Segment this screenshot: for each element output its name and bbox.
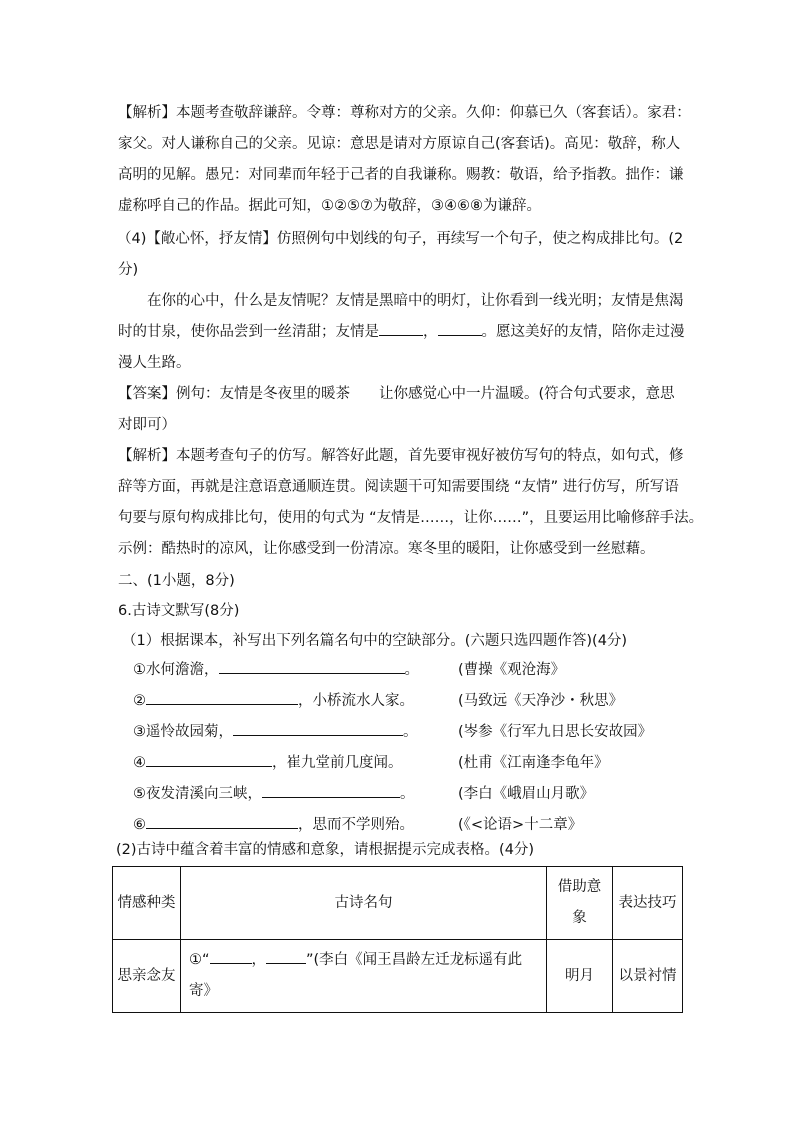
answer-blank[interactable] — [219, 659, 405, 674]
answer-blank[interactable] — [233, 721, 403, 736]
fill-item-source: (《<论语>十二章》 — [458, 817, 583, 833]
table-header-row — [113, 867, 683, 940]
table-cell-verse: ①“ ， ”(李白《闻王昌龄左迁龙标遥有此寄》 — [181, 940, 547, 1013]
fill-item: ② ，小桥流水人家。 — [133, 686, 414, 717]
answer-blank[interactable] — [262, 783, 400, 798]
passage-text: 。愿这美好的友情，陪你走过漫 — [481, 324, 685, 340]
q4-title-line: 分) — [118, 262, 139, 278]
fill-item-source: (杜甫《江南逢李龟年》 — [458, 755, 609, 771]
answer-blank[interactable] — [379, 321, 423, 336]
table-header-cell: 古诗名句 — [181, 867, 547, 940]
answer-line: 【答案】例句：友情是冬夜里的暖茶 让你感觉心中一片温暖。(符合句式要求，意思 — [118, 386, 675, 402]
passage-line — [118, 317, 685, 348]
passage-line: 在你的心中，什么是友情呢？友情是黑暗中的明灯，让你看到一线光明；友情是焦渴 — [147, 293, 684, 309]
analysis-line: 【解析】本题考查句子的仿写。解答好此题，首先要审视好被仿写句的特点，如句式，修 — [118, 448, 684, 464]
analysis-line: 辞等方面，再就是注意语意通顺连贯。阅读题干可知需要围绕 “友情” 进行仿写，所写语 — [118, 479, 679, 495]
analysis-line: 高明的见解。愚兄：对同辈而年轻于己者的自我谦称。赐教：敬语，给予指教。拙作：谦 — [118, 167, 684, 183]
table-header-cell: 表达技巧 — [613, 867, 683, 940]
table-header-cell: 借助意象 — [547, 867, 613, 940]
subquestion-title: （1）根据课本，补写出下列名篇名句中的空缺部分。(六题只选四题作答)(4分) — [122, 633, 628, 649]
fill-item: ①水何澹澹， 。 — [133, 655, 419, 686]
q4-title-line: （4)【敞心怀，抒友情】仿照例句中划线的句子，再续写一个句子，使之构成排比句。(2 — [117, 231, 684, 247]
answer-blank[interactable] — [438, 321, 482, 336]
table-cell-technique: 以景衬情 — [613, 940, 683, 1013]
analysis-line: 句要与原句构成排比句，使用的句式为 “友情是……，让你……”，且要运用比喻修辞手法。 — [118, 510, 704, 526]
answer-blank[interactable] — [146, 752, 272, 767]
fill-item-source: (马致远《天净沙・秋思》 — [458, 693, 624, 709]
section-heading: 二、(1小题，8分) — [118, 573, 235, 589]
question-title: 6.古诗文默写(8分) — [118, 603, 240, 619]
passage-line: 漫人生路。 — [118, 355, 191, 371]
analysis-line: 虚称呼自己的作品。据此可知，①②⑤⑦为敬辞，③④⑥⑧为谦辞。 — [118, 198, 541, 214]
analysis-line: 【解析】本题考查敬辞谦辞。令尊：尊称对方的父亲。久仰：仰慕已久（客套话）。家君： — [118, 105, 691, 121]
table-header-cell: 情感种类 — [113, 867, 181, 940]
fill-item: ⑤夜发清溪向三峡， 。 — [133, 779, 415, 810]
fill-item: ③遥怜故园菊， 。 — [133, 717, 418, 748]
passage-text: 时的甘泉，使你品尝到一丝清甜；友情是 — [118, 324, 379, 340]
emotion-imagery-table — [112, 866, 683, 1013]
answer-blank[interactable] — [266, 949, 306, 964]
fill-item-source: (曹操《观沧海》 — [458, 662, 566, 678]
fill-item-source: (李白《峨眉山月歌》 — [458, 786, 595, 802]
answer-blank[interactable] — [146, 814, 298, 829]
table-row — [113, 940, 683, 1013]
subquestion-title: (2)古诗中蕴含着丰富的情感和意象，请根据提示完成表格。(4分) — [116, 842, 535, 858]
fill-item: ⑥ ，思而不学则殆。 — [133, 810, 414, 841]
answer-line: 对即可） — [118, 417, 176, 433]
table-cell-image: 明月 — [547, 940, 613, 1013]
table-cell-emotion: 思亲念友 — [113, 940, 181, 1013]
fill-item: ④ ，崔九堂前几度闻。 — [133, 748, 403, 779]
analysis-line: 家父。对人谦称自己的父亲。见谅：意思是请对方原谅自己(客套话)。高见：敬辞，称人 — [118, 136, 681, 152]
passage-text: ， — [423, 324, 438, 340]
answer-blank[interactable] — [210, 949, 252, 964]
fill-item-source: (岑参《行军九日思长安故园》 — [458, 724, 653, 740]
answer-blank[interactable] — [146, 690, 298, 705]
analysis-line: 示例：酷热时的凉风，让你感受到一份清凉。寒冬里的暖阳，让你感受到一丝慰藉。 — [118, 541, 655, 557]
